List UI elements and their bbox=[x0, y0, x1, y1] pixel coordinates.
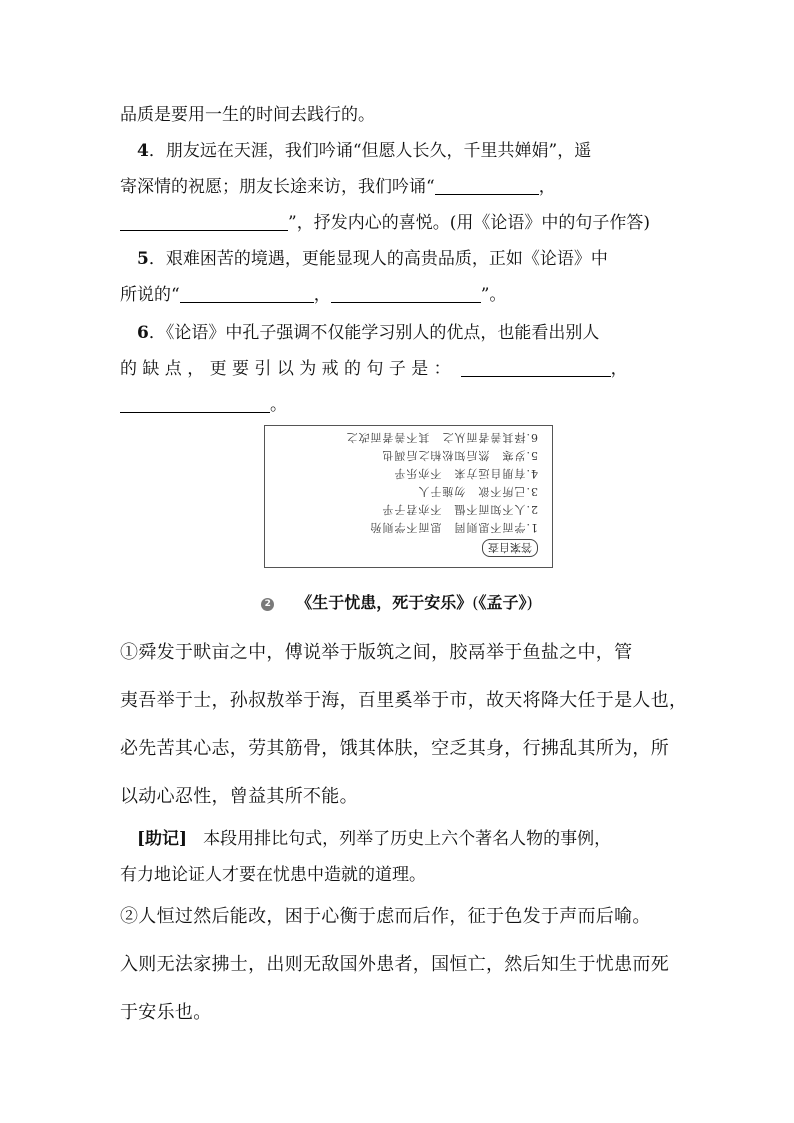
question-number: 6 bbox=[137, 323, 149, 343]
answer-key-upside-down bbox=[265, 426, 552, 567]
question-number: 5 bbox=[137, 249, 149, 269]
question-text: 所说的“ bbox=[120, 285, 180, 305]
memo-note-line-1 bbox=[137, 824, 611, 849]
passage-2-line: 于安乐也。 bbox=[120, 1002, 212, 1023]
passage-2-line: ②人恒过然后能改，困于心衡于虑而后作，征于色发于声而后喻。 bbox=[120, 906, 651, 927]
answer-blank[interactable] bbox=[331, 285, 481, 303]
section-source: 《孟子》 bbox=[478, 593, 527, 612]
memo-tag: [助记] bbox=[137, 829, 188, 849]
answer-line: 3.己所不欲 勿施于人 bbox=[417, 485, 538, 498]
passage-1-line: 夷吾举于士，孙叔敖举于海，百里奚举于市，故天将降大任于是人也， bbox=[120, 690, 688, 711]
question-4-line-1 bbox=[137, 136, 591, 161]
answer-line: 6.择其善者而从之 其不善者而改之 bbox=[345, 431, 538, 444]
answer-key-tag: 答案自查 bbox=[482, 539, 538, 557]
question-5-line-1 bbox=[137, 244, 608, 269]
answer-line: 5.岁寒 然后知松柏之后凋也 bbox=[381, 449, 538, 462]
question-text: ．朋友远在天涯，我们吟诵“但愿人长久，千里共婵娟”，遥 bbox=[148, 141, 592, 161]
answer-key-box bbox=[264, 425, 553, 568]
question-end: 。 bbox=[270, 395, 287, 415]
comma: ， bbox=[610, 359, 628, 379]
question-text: 的 缺 点 ， 更 要 引 以 为 戒 的 句 子 是 ： bbox=[120, 359, 451, 379]
question-text: ．艰难困苦的境遇，更能显现人的高贵品质，正如《论语》中 bbox=[148, 249, 608, 269]
answer-line: 1.学而不思则罔 思而不学则殆 bbox=[369, 521, 538, 534]
q3-tail: 品质是要用一生的时间去践行的。 bbox=[120, 105, 375, 125]
answer-blank[interactable] bbox=[461, 359, 611, 377]
question-text: 寄深情的祝愿；朋友长途来访，我们吟诵“ bbox=[120, 177, 435, 197]
source-paren-open: ( bbox=[472, 593, 479, 612]
passage-1-line: 以动心忍性，曾益其所不能。 bbox=[120, 786, 358, 807]
answer-blank[interactable] bbox=[435, 177, 539, 195]
memo-text: 本段用排比句式，列举了历史上六个著名人物的事例， bbox=[203, 829, 612, 849]
question-5-line-2 bbox=[120, 280, 506, 305]
passage-1-line: ①舜发于畎亩之中，傅说举于版筑之间，胶鬲举于鱼盐之中，管 bbox=[120, 642, 633, 663]
question-4-line-3 bbox=[120, 208, 650, 233]
question-4-line-2 bbox=[120, 172, 556, 197]
question-6-line-2 bbox=[120, 354, 628, 379]
answer-line: 2.人不知而不愠 不亦君子乎 bbox=[381, 503, 538, 516]
answer-blank[interactable] bbox=[120, 213, 288, 231]
passage-2-line: 入则无法家拂士，出则无敌国外患者，国恒亡，然后知生于忧患而死 bbox=[120, 954, 669, 975]
question-text: ”，抒发内心的喜悦。(用《论语》中的句子作答) bbox=[288, 213, 650, 233]
passage-1-line: 必先苦其心志，劳其筋骨，饿其体肤，空乏其身，行拂乱其所为，所 bbox=[120, 738, 669, 759]
section-heading bbox=[0, 590, 794, 613]
comma: ， bbox=[313, 285, 331, 305]
section-number-icon: 2 bbox=[261, 598, 274, 611]
comma: ， bbox=[538, 177, 556, 197]
question-number: 4 bbox=[137, 141, 149, 161]
answer-line: 4.有朋自远方来 不亦乐乎 bbox=[393, 467, 538, 480]
source-paren-close: ) bbox=[526, 593, 533, 612]
question-6-line-3 bbox=[120, 390, 287, 415]
memo-note-line-2: 有力地论证人才要在忧患中造就的道理。 bbox=[120, 865, 426, 885]
question-end: ”。 bbox=[480, 285, 507, 305]
answer-blank[interactable] bbox=[120, 395, 270, 413]
section-title: 《生于忧患，死于安乐》 bbox=[296, 593, 473, 612]
question-6-line-1 bbox=[137, 318, 599, 343]
answer-blank[interactable] bbox=[180, 285, 314, 303]
question-text: ．《论语》中孔子强调不仅能学习别人的优点，也能看出别人 bbox=[148, 323, 600, 343]
